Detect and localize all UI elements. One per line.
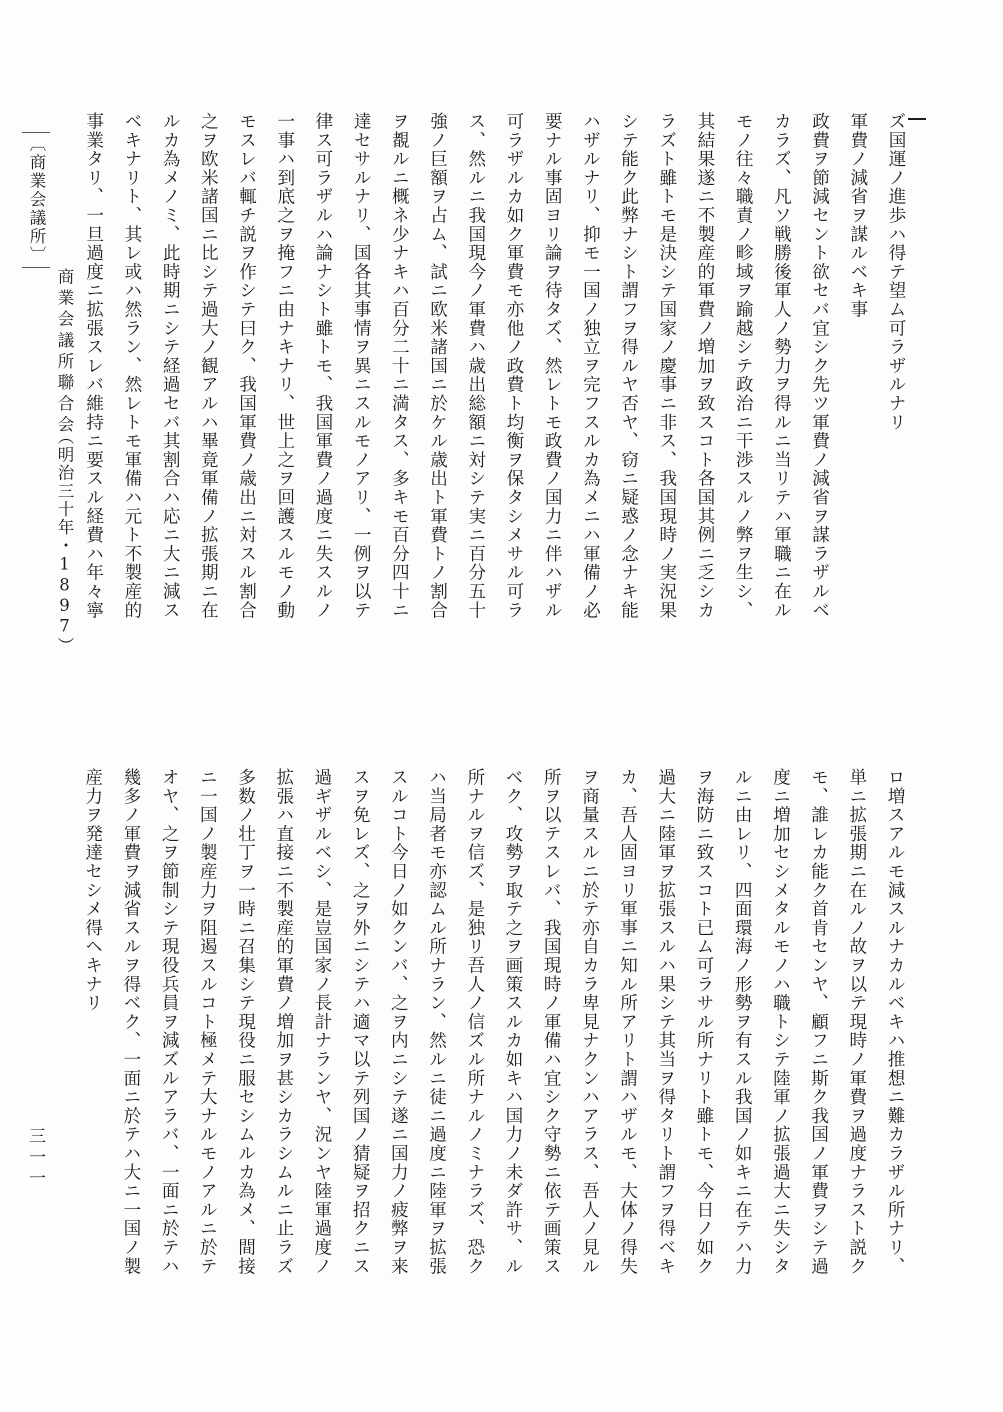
text-column: ヲ覩ルニ概ネ少ナキハ百分二十ニ満タス、多キモ百分四十ニ	[389, 112, 410, 620]
text-column: シテ能ク此弊ナシト謂フヲ得ルヤ否ヤ、窃ニ疑惑ノ念ナキ能	[618, 112, 639, 620]
text-column: スヲ免レズ、之ヲ外ニシテハ適マ以テ列国ノ猜疑ヲ招クニス	[350, 768, 371, 1276]
text-column: カラズ、凡ソ戦勝後軍人ノ勢力ヲ得ルニ当リテハ軍職ニ在ル	[771, 112, 792, 620]
text-column: 産力ヲ発達セシメ得ヘキナリ	[82, 768, 103, 1013]
text-column: 幾多ノ軍費ヲ減省スルヲ得ベク、一面ニ於テハ大ニ一国ノ製	[120, 768, 141, 1276]
running-header-date: （明治三十年・1897）	[55, 428, 74, 656]
text-column: ラズト雖トモ是決シテ国家ノ慶事ニ非ス、我国現時ノ実況果	[656, 112, 677, 620]
text-column: ルカ為メノミ、此時期ニシテ経過セバ其割合ハ応ニ大ニ減ス	[160, 112, 181, 620]
text-column: オヤ、之ヲ節制シテ現役兵員ヲ減ズルアラバ、一面ニ於テハ	[159, 768, 180, 1276]
text-column: 単ニ拡張期ニ在ルノ故ヲ以テ現時ノ軍費ヲ過度ナラスト説ク	[846, 768, 867, 1276]
text-column: 達セサルナリ、国各其事情ヲ異ニスルモノアリ、一例ヲ以テ	[351, 112, 372, 620]
text-column: ハザルナリ、抑モ一国ノ独立ヲ完フスルカ為メニハ軍備ノ必	[580, 112, 601, 620]
text-column: 律ス可ラザルハ論ナシト雖トモ、我国軍費ノ過度ニ失スルノ	[312, 112, 333, 620]
text-column: スルコト今日ノ如クンバ、之ヲ内ニシテ遂ニ国力ノ疲弊ヲ来	[388, 768, 409, 1276]
text-column: 政費ヲ節減セント欲セバ宜シク先ツ軍費ノ減省ヲ謀ラザルベ	[809, 112, 830, 620]
text-column: ニ一国ノ製産力ヲ阻遏スルコト極メテ大ナルモノアルニ於テ	[197, 768, 218, 1276]
text-column: モスレバ輒チ説ヲ作シテ曰ク、我国軍費ノ歳出ニ対スル割合	[236, 112, 257, 620]
text-column: ハ当局者モ亦認ムル所ナラン、然ルニ徒ニ過度ニ陸軍ヲ拡張	[426, 768, 447, 1276]
text-column: 之ヲ欧米諸国ニ比シテ過大ノ観アルハ畢竟軍備ノ拡張期ニ在	[198, 112, 219, 620]
text-column: 強ノ巨額ヲ占ム、試ニ欧米諸国ニ於ケル歳出ト軍費トノ割合	[427, 112, 448, 620]
text-column: ス、然ルニ我国現今ノ軍費ハ歳出総額ニ対シテ実ニ百分五十	[465, 112, 486, 620]
text-column: ズ国運ノ進歩ハ得テ望ム可ラザルナリ	[886, 112, 906, 432]
running-header-source: 〔商業会議所〕	[22, 132, 50, 268]
text-column: 可ラザルカ如ク軍費モ亦他ノ政費ト均衡ヲ保タシメサル可ラ	[503, 112, 524, 620]
text-column: ロ増スアルモ減スルナカルベキハ推想ニ難カラザル所ナリ、	[885, 768, 905, 1276]
text-column: ベキナリト、其レ或ハ然ラン、然レトモ軍備ハ元ト不製産的	[121, 112, 142, 620]
text-column: 過ギザルベシ、是豈国家ノ長計ナランヤ、況ンヤ陸軍過度ノ	[311, 768, 332, 1276]
text-column: 一事ハ到底之ヲ掩フニ由ナキナリ、世上之ヲ回護スルモノ動	[274, 112, 295, 620]
text-column: モ、誰レカ能ク首肯センヤ、顧フニ斯ク我国ノ軍費ヲシテ過	[808, 768, 829, 1276]
text-column: モノ往々職責ノ畛域ヲ踰越シテ政治ニ干渉スルノ弊ヲ生シ、	[733, 112, 754, 620]
upper-text-block	[75, 112, 915, 672]
running-header-organization: 商業会議所聯合会	[55, 268, 74, 437]
text-column: 所ヲ以テスレバ、我国現時ノ軍備ハ宜シク守勢ニ依テ画策ス	[541, 768, 562, 1276]
text-column: 其結果遂ニ不製産的軍費ノ増加ヲ致スコト各国其例ニ乏シカ	[694, 112, 715, 620]
text-column: ルニ由レリ、四面環海ノ形勢ヲ有スル我国ノ如キニ在テハ力	[732, 768, 753, 1276]
text-column: ヲ海防ニ致スコト已ム可ラサル所ナリト雖トモ、今日ノ如ク	[693, 768, 714, 1276]
text-column: 事業タリ、一旦過度ニ拡張スレバ維持ニ要スル経費ハ年々寧	[83, 112, 104, 620]
text-column: 多数ノ壮丁ヲ一時ニ召集シテ現役ニ服セシムルカ為メ、間接	[235, 768, 256, 1276]
text-column: 拡張ハ直接ニ不製産的軍費ノ増加ヲ甚シカラシムルニ止ラズ	[273, 768, 294, 1276]
text-column: カ、吾人固ヨリ軍事ニ知ル所アリト謂ハザルモ、大体ノ得失	[617, 768, 638, 1276]
lower-text-block	[74, 768, 914, 1328]
text-column: 要ナル事固ヨリ論ヲ待タズ、然レトモ政費ノ国力ニ伴ハザル	[542, 112, 563, 620]
text-column: 度ニ増加セシメタルモノハ職トシテ陸軍ノ拡張過大ニ失シタ	[770, 768, 791, 1276]
text-column: ベク、攻勢ヲ取テ之ヲ画策スルカ如キハ国力ノ未ダ許サ、ル	[502, 768, 523, 1276]
text-column: ヲ商量スルニ於テ亦自カラ卑見ナクンハアラス、吾人ノ見ル	[579, 768, 600, 1276]
text-column: 過大ニ陸軍ヲ拡張スルハ果シテ其当ヲ得タリト謂フヲ得ベキ	[655, 768, 676, 1276]
text-column: 所ナルヲ信ズ、是独リ吾人ノ信ズル所ナルノミナラズ、恐ク	[464, 768, 485, 1276]
page-number: 三一一	[25, 1127, 45, 1190]
section-heading: 軍費ノ減省ヲ謀ルベキ事	[847, 112, 868, 319]
